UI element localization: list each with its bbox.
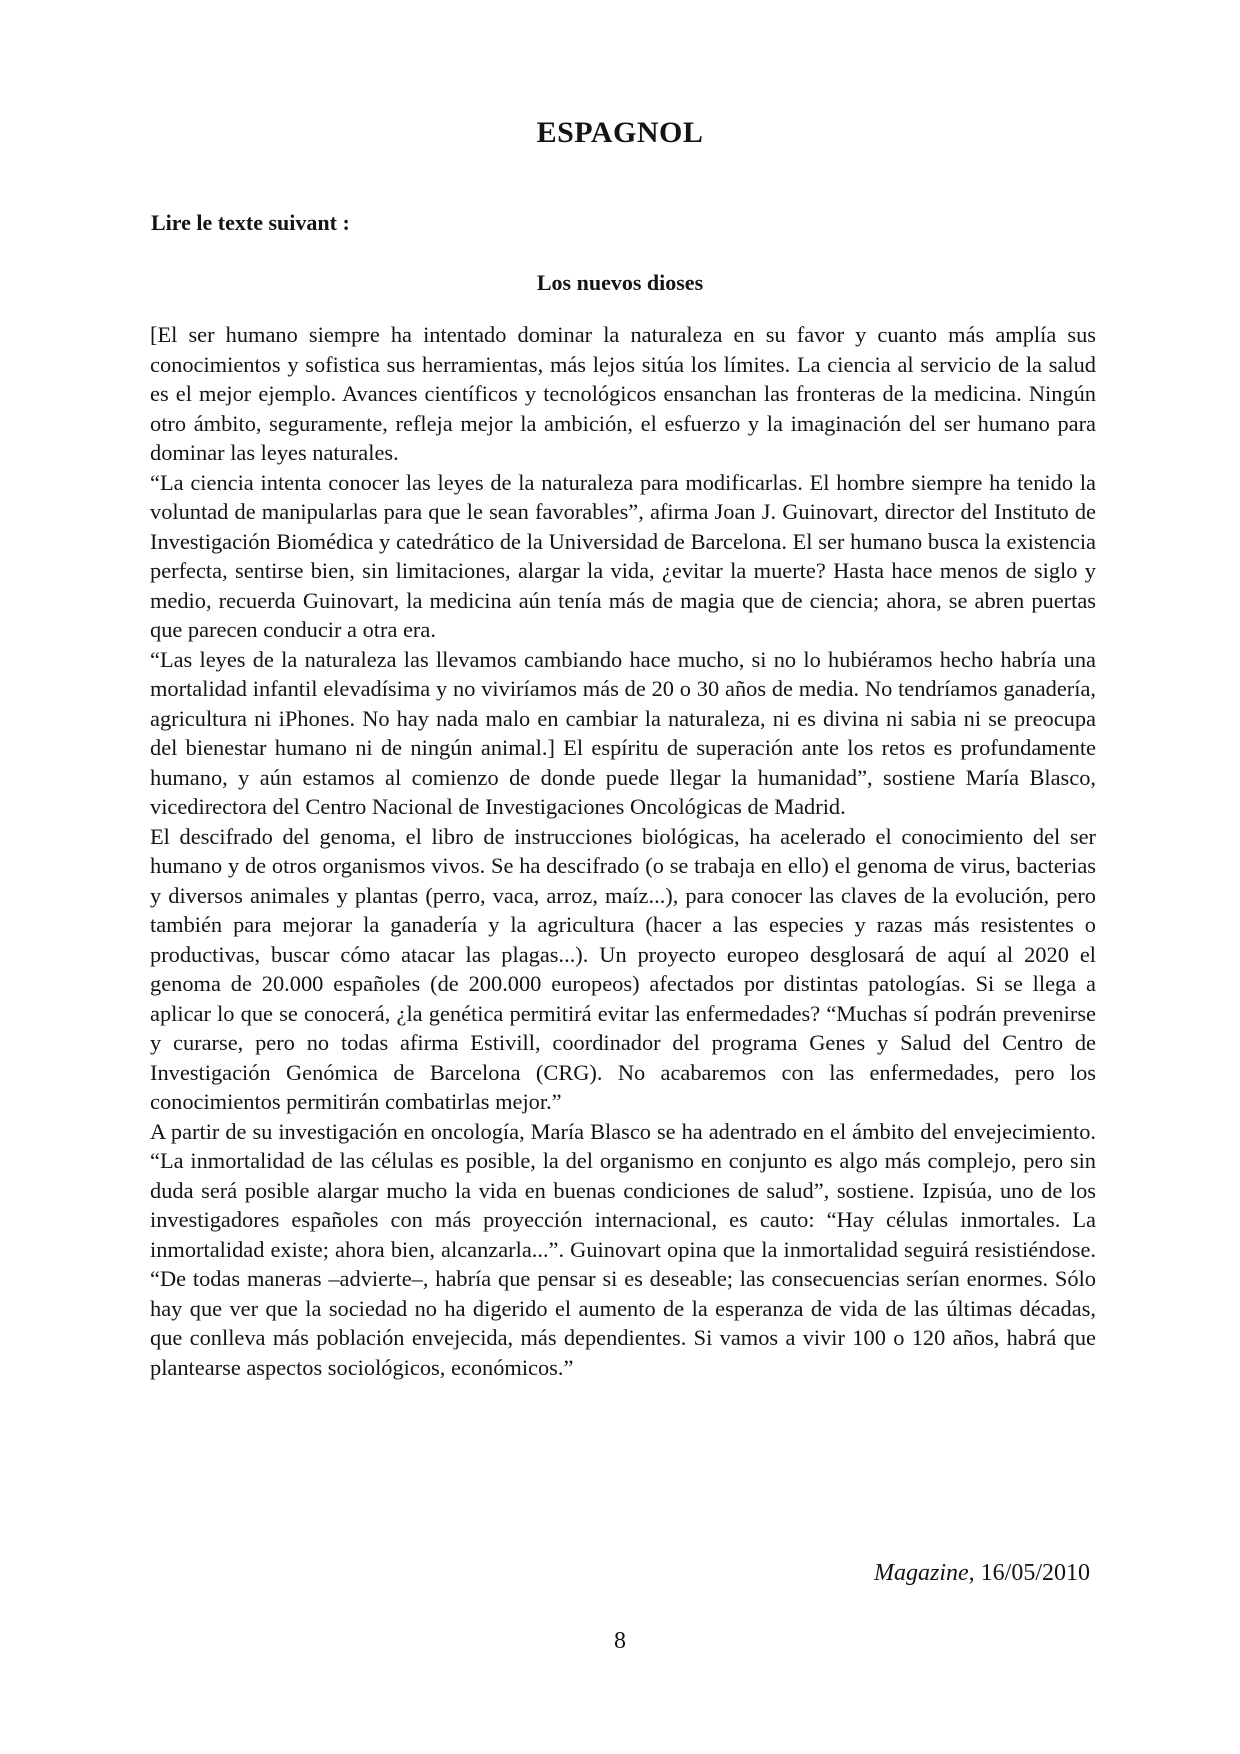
page-number: 8: [614, 1628, 626, 1654]
paragraph: [El ser humano siempre ha intentado dominar la naturaleza en su favor y cuanto más amplía sus conocimientos y sofistica sus herramientas, más lejos sitúa los límites. La ciencia al servicio de la salud es el mejor ejemplo. Avances científicos y tecnológicos ensanchan las fronteras de la medicina. Ningún otro ámbito, seguramente, refleja mejor la ambición, el esfuerzo y la imaginación del ser humano para dominar las leyes naturales.: [150, 322, 1096, 465]
instruction-text: Lire le texte suivant :: [151, 210, 350, 235]
article-title: Los nuevos dioses: [536, 270, 704, 295]
paragraph: “Las leyes de la naturaleza las llevamos cambiando hace mucho, si no lo hubiéramos hecho habría una mortalidad infantil elevadísima y no viviríamos más de 20 o 30 años de media. No tendríamos ganadería, agricultura ni iPhones. No hay nada malo en cambiar la naturaleza, ni es divina ni sabia ni se preocupa del bienestar humano ni de ningún animal.] El espíritu de superación ante los retos es profundamente humano, y aún estamos al comienzo de donde puede llegar la humanidad”, sostiene María Blasco, vicedirectora del Centro Nacional de Investigaciones Oncológicas de Madrid.: [150, 646, 1096, 819]
paragraph: “La ciencia intenta conocer las leyes de la naturaleza para modificarlas. El hombre siempre ha tenido la voluntad de manipularlas para que le sean favorables”, afirma Joan J. Guinovart, director del Instituto de Investigación Biomédica y catedrático de la Universidad de Barcelona. El ser humano busca la existencia perfecta, sentirse bien, sin limitaciones, alargar la vida, ¿evitar la muerte? Hasta hace menos de siglo y medio, recuerda Guinovart, la medicina aún tenía más de magia que de ciencia; ahora, se abren puertas que parecen conducir a otra era.: [150, 469, 1096, 642]
citation: [874, 1560, 1090, 1587]
paragraph: El descifrado del genoma, el libro de instrucciones biológicas, ha acelerado el conocimiento del ser humano y de otros organismos vivos. Se ha descifrado (o se trabaja en ello) el genoma de virus, bacterias y diversos animales y plantas (perro, vaca, arroz, maíz...), para conocer las claves de la evolución, pero también para mejorar la ganadería y la agricultura (hacer a las especies y razas más resistentes o productivas, buscar cómo atacar las plagas...). Un proyecto europeo desglosará de aquí al 2020 el genoma de 20.000 españoles (de 200.000 europeos) afectados por distintas patologías. Si se llega a aplicar lo que se conocerá, ¿la genética permitirá evitar las enfermedades? “Muchas sí podrán prevenirse y curarse, pero no todas afirma Estivill, coordinador del programa Genes y Salud del Centro de Investigación Genómica de Barcelona (CRG). No acabaremos con las enfermedades, pero los conocimientos permitirán combatirlas mejor.”: [150, 823, 1096, 1114]
paragraph: A partir de su investigación en oncología, María Blasco se ha adentrado en el ámbito del envejecimiento. “La inmortalidad de las células es posible, la del organismo en conjunto es algo más complejo, pero sin duda será posible alargar mucho la vida en buenas condiciones de salud”, sostiene. Izpisúa, uno de los investigadores españoles con más proyección internacional, es cauto: “Hay células inmortales. La inmortalidad existe; ahora bien, alcanzarla...”. Guinovart opina que la inmortalidad seguirá resistiéndose. “De todas maneras –advierte–, habría que pensar si es deseable; las consecuencias serían enormes. Sólo hay que ver que la sociedad no ha digerido el aumento de la esperanza de vida de las últimas décadas, que conlleva más población envejecida, más dependientes. Si vamos a vivir 100 o 120 años, habrá que plantearse aspectos sociológicos, económicos.”: [150, 1118, 1096, 1380]
citation-source: Magazine,: [874, 1560, 975, 1586]
citation-date: 16/05/2010: [980, 1560, 1090, 1586]
page-title: ESPAGNOL: [536, 116, 704, 149]
article-body: [150, 320, 1096, 1382]
